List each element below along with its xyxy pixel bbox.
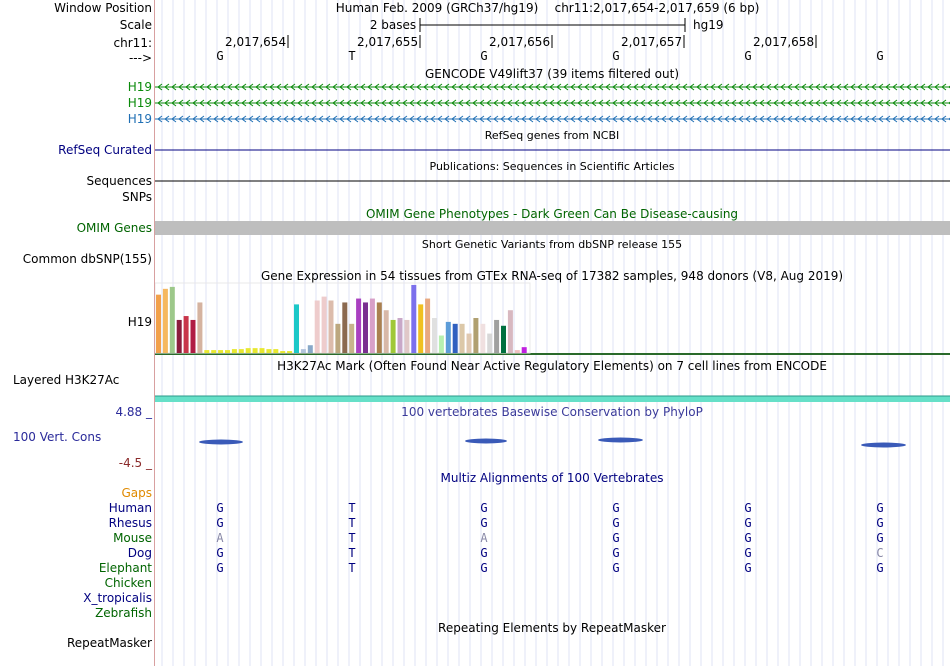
- alignment-base: G: [480, 561, 488, 575]
- alignment-base: G: [216, 561, 224, 575]
- conservation-score-mark: [465, 439, 507, 444]
- alignment-base: G: [612, 561, 620, 575]
- species-label-zebrafish[interactable]: Zebrafish: [95, 606, 152, 620]
- conservation-score-mark: [199, 440, 243, 445]
- h3k27ac-track-label[interactable]: Layered H3K27Ac: [13, 373, 120, 387]
- alignment-base: G: [744, 516, 752, 530]
- publications-track-title: Publications: Sequences in Scientific Articles: [429, 160, 675, 173]
- species-label-chicken[interactable]: Chicken: [104, 576, 152, 590]
- h3k27ac-track-title: H3K27Ac Mark (Often Found Near Active Regulatory Elements) on 7 cell lines from ENCODE: [277, 359, 827, 373]
- alignment-base: C: [876, 546, 884, 560]
- gencode-row-label-3[interactable]: H19: [127, 112, 152, 126]
- scale-label: Scale: [119, 18, 152, 32]
- strand-label: --->: [128, 51, 152, 65]
- alignment-base: G: [744, 501, 752, 515]
- ruler-tick-label: 2,017,658: [753, 35, 815, 49]
- alignment-base: A: [216, 531, 224, 545]
- ruler-tick-label: 2,017,656: [489, 35, 551, 49]
- dbsnp-track-label[interactable]: Common dbSNP(155): [22, 252, 152, 266]
- conservation-track-title: 100 vertebrates Basewise Conservation by PhyloP: [401, 405, 703, 419]
- alignment-base: T: [348, 516, 356, 530]
- multiz-gaps-label[interactable]: Gaps: [121, 486, 152, 500]
- alignment-base: G: [744, 561, 752, 575]
- scale-text: 2 bases: [369, 18, 417, 32]
- alignment-base: G: [744, 546, 752, 560]
- ruler-tick-label: 2,017,655: [357, 35, 419, 49]
- alignment-base: T: [348, 531, 356, 545]
- position-readout: chr11:2,017,654-2,017,659 (6 bp): [554, 1, 760, 15]
- assembly-title: Human Feb. 2009 (GRCh37/hg19): [335, 1, 539, 15]
- h3k27ac-signal: [155, 396, 950, 402]
- alignment-base: G: [876, 516, 884, 530]
- alignment-base: G: [216, 516, 224, 530]
- species-label-mouse[interactable]: Mouse: [113, 531, 152, 545]
- reference-base: G: [612, 49, 620, 63]
- alignment-base: T: [348, 561, 356, 575]
- browser-image[interactable]: [155, 0, 950, 666]
- alignment-base: G: [612, 531, 620, 545]
- alignment-base: G: [612, 501, 620, 515]
- species-label-rhesus[interactable]: Rhesus: [108, 516, 152, 530]
- refseq-track-label[interactable]: RefSeq Curated: [58, 143, 152, 157]
- gencode-row-label-1[interactable]: H19: [127, 80, 152, 94]
- snps-track-label[interactable]: SNPs: [122, 190, 152, 204]
- alignment-base: G: [480, 516, 488, 530]
- omim-track-label[interactable]: OMIM Genes: [76, 221, 152, 235]
- species-label-dog[interactable]: Dog: [127, 546, 152, 560]
- repeatmasker-track-title: Repeating Elements by RepeatMasker: [438, 621, 666, 635]
- db-label: hg19: [693, 18, 724, 32]
- species-label-elephant[interactable]: Elephant: [98, 561, 152, 575]
- reference-base: G: [480, 49, 488, 63]
- species-label-human[interactable]: Human: [108, 501, 152, 515]
- alignment-base: G: [876, 561, 884, 575]
- gtex-track-label[interactable]: H19: [127, 315, 152, 329]
- reference-base: T: [348, 49, 356, 63]
- alignment-base: T: [348, 546, 356, 560]
- alignment-base: G: [876, 501, 884, 515]
- alignment-base: T: [348, 501, 356, 515]
- conservation-score-mark: [598, 438, 643, 443]
- reference-base: G: [744, 49, 752, 63]
- alignment-base: G: [876, 531, 884, 545]
- alignment-base: G: [480, 501, 488, 515]
- conservation-min-label: -4.5 _: [118, 456, 152, 470]
- omim-gene-bar: [155, 221, 950, 235]
- reference-base: G: [876, 49, 884, 63]
- species-label-x-tropicalis[interactable]: X_tropicalis: [83, 591, 152, 605]
- alignment-base: G: [612, 516, 620, 530]
- multiz-track-title: Multiz Alignments of 100 Vertebrates: [440, 471, 664, 485]
- gencode-row-label-2[interactable]: H19: [127, 96, 152, 110]
- conservation-max-label: 4.88 _: [115, 405, 152, 419]
- plot-background: [155, 0, 950, 666]
- ruler-tick-label: 2,017,657: [621, 35, 683, 49]
- alignment-base: G: [216, 546, 224, 560]
- gtex-track-title: Gene Expression in 54 tissues from GTEx RNA-seq of 17382 samples, 948 donors (V8, Aug 2019): [260, 269, 844, 283]
- refseq-track-title: RefSeq genes from NCBI: [484, 129, 620, 142]
- chrom-label: chr11:: [113, 36, 152, 50]
- alignment-base: G: [480, 546, 488, 560]
- conservation-score-mark: [861, 443, 906, 448]
- conservation-track-label[interactable]: 100 Vert. Cons: [13, 430, 102, 444]
- reference-base: G: [216, 49, 224, 63]
- dbsnp-track-title: Short Genetic Variants from dbSNP release 155: [421, 238, 683, 251]
- alignment-base: G: [216, 501, 224, 515]
- repeatmasker-track-label[interactable]: RepeatMasker: [66, 636, 152, 650]
- publications-track-label[interactable]: Sequences: [86, 174, 152, 188]
- ruler-tick-label: 2,017,654: [225, 35, 287, 49]
- alignment-base: G: [744, 531, 752, 545]
- omim-track-title: OMIM Gene Phenotypes - Dark Green Can Be Disease-causing: [365, 207, 739, 221]
- window-position-label: Window Position: [54, 1, 152, 15]
- alignment-base: A: [480, 531, 488, 545]
- alignment-base: G: [612, 546, 620, 560]
- gencode-track-title: GENCODE V49lift37 (39 items filtered out): [424, 67, 680, 81]
